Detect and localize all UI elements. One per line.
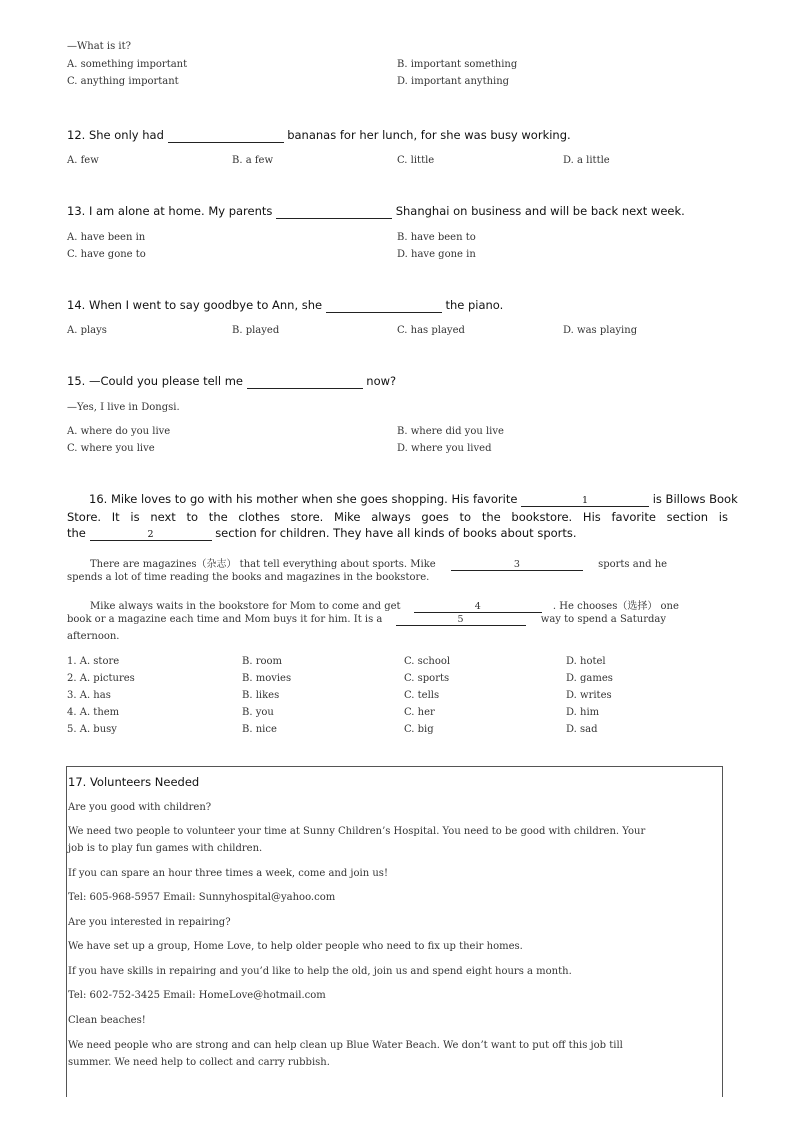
q16-opt-3c: C. tells [404, 690, 440, 701]
q12-text-after: bananas for her lunch, for she was busy working. [287, 128, 571, 142]
q13-text-after: Shanghai on business and will be back next week. [395, 204, 685, 218]
q16-para1-text-c: the [67, 526, 86, 540]
q15-blank [247, 374, 363, 389]
q16-opt-2a: 2. A. pictures [67, 673, 135, 684]
q13-option-d: D. have gone in [397, 249, 476, 260]
q16-opt-3a: 3. A. has [67, 690, 111, 701]
q12-option-c: C. little [397, 155, 435, 166]
q16-opt-2d: D. games [566, 673, 613, 684]
q13-blank [276, 204, 392, 219]
q16-para1-line1 [89, 492, 738, 507]
q16-opt-5c: C. big [404, 724, 434, 735]
q16-para2-line1 [90, 555, 667, 571]
q12-blank [168, 128, 284, 143]
q16-opt-2b: B. movies [242, 673, 292, 684]
q17-line-4: If you can spare an hour three times a week, come and join us! [68, 868, 388, 879]
q16-blank-2: 2 [90, 529, 212, 541]
q13-question [67, 204, 685, 219]
q12-option-b: B. a few [232, 155, 274, 166]
q15-option-b: B. where did you live [397, 426, 504, 437]
q16-blank-5: 5 [396, 614, 526, 626]
q16-para3-text-d: way to spend a Saturday [540, 614, 667, 625]
q15-question [67, 374, 396, 389]
q16-para3-text-a: Mike always waits in the bookstore for Mom to come and get [90, 601, 401, 612]
q16-opt-4d: D. him [566, 707, 600, 718]
q16-para3-line2 [67, 614, 666, 626]
q14-blank [326, 298, 442, 313]
q16-para2-text-b: sports and he [598, 559, 668, 570]
q16-para2-line2: spends a lot of time reading the books and magazines in the bookstore. [67, 572, 430, 583]
q16-para3-line3: afternoon. [67, 631, 120, 642]
q14-option-b: B. played [232, 325, 280, 336]
q15-option-a: A. where do you live [67, 426, 171, 437]
q16-para1-text-b: is Billows Book [652, 492, 738, 506]
q14-option-c: C. has played [397, 325, 465, 336]
q16-para2-text-a: There are magazines（杂志） that tell everything about sports. Mike [90, 559, 436, 570]
q14-text-before: 14. When I went to say goodbye to Ann, she [67, 298, 323, 312]
q12-option-d: D. a little [563, 155, 610, 166]
q13-option-b: B. have been to [397, 232, 476, 243]
q13-option-a: A. have been in [67, 232, 146, 243]
q17-line-1: Are you good with children? [68, 802, 212, 813]
q16-para3-text-c: book or a magazine each time and Mom buys it for him. It is a [67, 614, 383, 625]
q17-line-6: Are you interested in repairing? [68, 917, 231, 928]
q12-option-a: A. few [67, 155, 99, 166]
q11-dialog-line: —What is it? [67, 41, 131, 52]
q13-option-c: C. have gone to [67, 249, 146, 260]
q16-para1-line2: Store. It is next to the clothes store. Mike always goes to the bookstore. His favorite section is [67, 510, 728, 524]
q15-reply: —Yes, I live in Dongsi. [67, 402, 180, 413]
q13-text-before: 13. I am alone at home. My parents [67, 204, 273, 218]
q17-line-11: We need people who are strong and can help clean up Blue Water Beach. We don’t want to put off this job till [68, 1040, 623, 1051]
q14-option-a: A. plays [67, 325, 107, 336]
q16-opt-1d: D. hotel [566, 656, 606, 667]
q15-text-before: 15. —Could you please tell me [67, 374, 243, 388]
q11-option-d: D. important anything [397, 76, 510, 87]
q16-para3-line1 [90, 597, 679, 613]
q17-line-5: Tel: 605-968-5957 Email: Sunnyhospital@yahoo.com [68, 892, 336, 903]
q16-opt-4b: B. you [242, 707, 274, 718]
q17-title: 17. Volunteers Needed [68, 775, 200, 789]
q16-blank-3: 3 [451, 559, 583, 571]
q17-line-2: We need two people to volunteer your time at Sunny Children’s Hospital. You need to be good with children. Your [68, 826, 646, 837]
q16-para1-line3 [67, 526, 577, 541]
q15-option-c: C. where you live [67, 443, 155, 454]
q16-blank-4: 4 [414, 601, 542, 613]
q12-text-before: 12. She only had [67, 128, 164, 142]
q15-text-after: now? [366, 374, 397, 388]
q14-option-d: D. was playing [563, 325, 638, 336]
q16-para1-text-a: 16. Mike loves to go with his mother when she goes shopping. His favorite [89, 492, 518, 506]
q16-opt-4a: 4. A. them [67, 707, 120, 718]
q16-opt-5b: B. nice [242, 724, 277, 735]
q16-opt-4c: C. her [404, 707, 435, 718]
q16-para3-text-b: . He chooses（选择） one [552, 601, 679, 612]
q14-question [67, 298, 503, 313]
q11-option-c: C. anything important [67, 76, 179, 87]
q16-opt-5d: D. sad [566, 724, 598, 735]
q17-line-10: Clean beaches! [68, 1015, 146, 1026]
q11-option-b: B. important something [397, 59, 518, 70]
q15-option-d: D. where you lived [397, 443, 492, 454]
q14-text-after: the piano. [445, 298, 504, 312]
q16-para1-text-d: section for children. They have all kinds of books about sports. [215, 526, 577, 540]
q16-opt-3d: D. writes [566, 690, 612, 701]
q16-opt-1b: B. room [242, 656, 283, 667]
q16-opt-5a: 5. A. busy [67, 724, 117, 735]
q11-option-a: A. something important [67, 59, 188, 70]
q17-line-3: job is to play fun games with children. [68, 843, 263, 854]
q16-opt-1a: 1. A. store [67, 656, 120, 667]
q17-line-7: We have set up a group, Home Love, to help older people who need to fix up their homes. [68, 941, 523, 952]
q17-line-12: summer. We need help to collect and carry rubbish. [68, 1057, 330, 1068]
q16-opt-2c: C. sports [404, 673, 450, 684]
q17-line-9: Tel: 602-752-3425 Email: HomeLove@hotmail.com [68, 990, 326, 1001]
q12-question [67, 128, 571, 143]
q16-opt-1c: C. school [404, 656, 451, 667]
q16-opt-3b: B. likes [242, 690, 280, 701]
q16-blank-1: 1 [521, 495, 649, 507]
q17-line-8: If you have skills in repairing and you’d like to help the old, join us and spend eight hours a month. [68, 966, 572, 977]
